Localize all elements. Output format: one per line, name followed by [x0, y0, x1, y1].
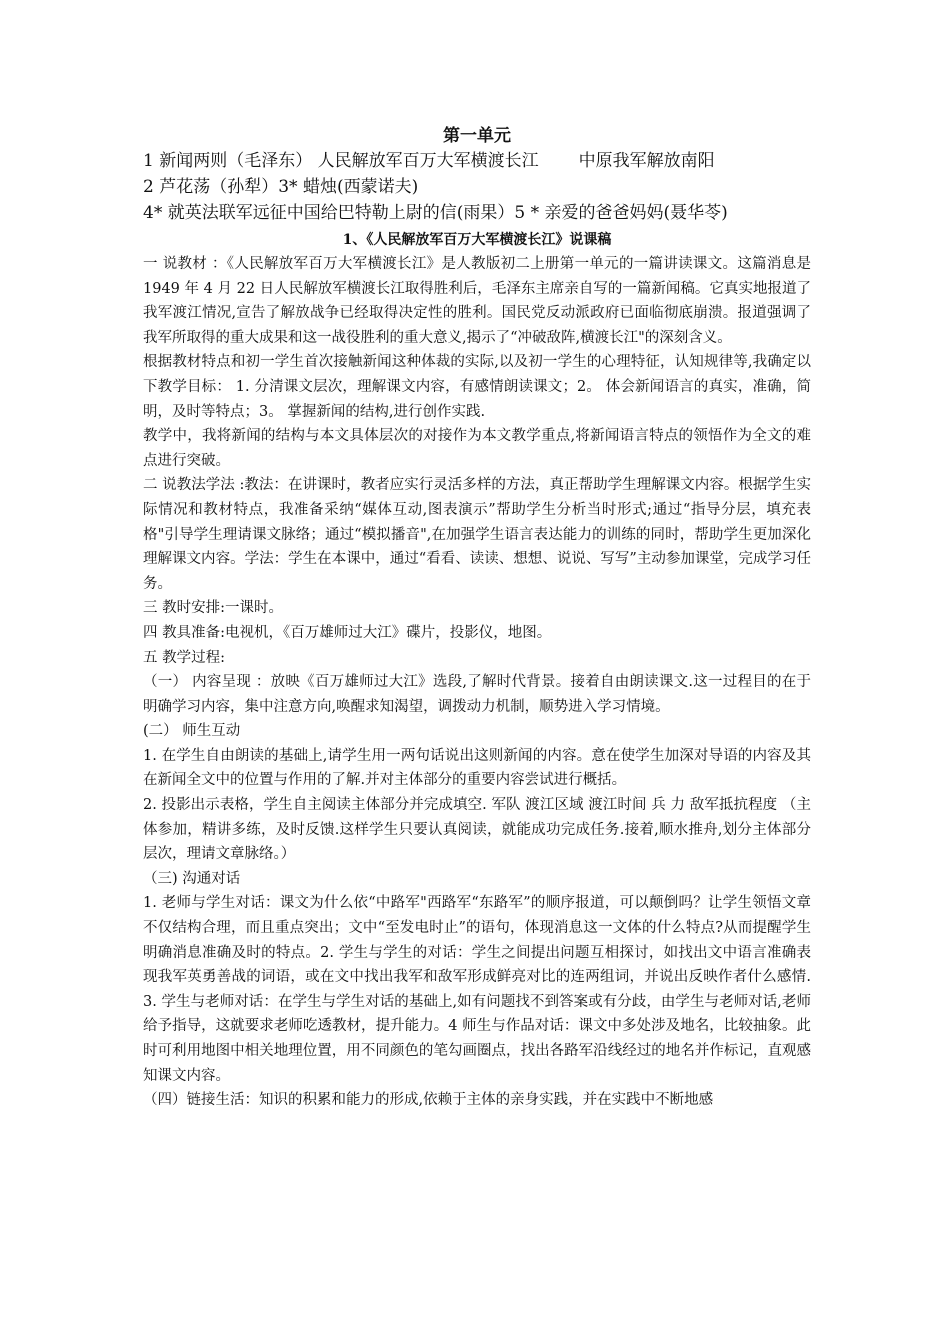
paragraph: （三) 沟通对话: [143, 870, 241, 887]
lesson-text: [143, 252, 811, 1113]
paragraph: 四 教具准备:电视机，《百万雄师过大江》碟片，投影仪，地图。: [143, 624, 552, 641]
lesson-title: 1、《人民解放军百万大军横渡长江》说课稿: [342, 232, 612, 248]
paragraph: 1. 在学生自由朗读的基础上,请学生用一两句话说出这则新闻的内容。意在使学生加深对导语的内容及其在新闻全文中的位置与作用的了解.并对主体部分的重要内容尝试进行概括。: [143, 747, 811, 789]
unit-title: 第一单元: [443, 126, 511, 146]
paragraph: 2. 投影出示表格，学生自主阅读主体部分并完成填空. 军队 渡江区域 渡江时间 兵 力 敌军抵抗程度 （主体参加，精讲多练，及时反馈.这样学生只要认真阅读，就能成功完成任务.接着,顺水推舟,划分主体部分层次，理请文章脉络。）: [143, 797, 811, 863]
paragraph: 五 教学过程:: [143, 649, 225, 666]
paragraph: 教学中，我将新闻的结构与本文具体层次的对接作为本文教学重点,将新闻语言特点的领悟作为全文的难点进行突破。: [143, 428, 811, 469]
paragraph: （一） 内容呈现 ：放映《百万雄师过大江》选段,了解时代背景。接着自由朗读课文.这一过程目的在于明确学习内容，集中注意方向,唤醒求知渴望，调拨动力机制，顺势进入学习情境。: [143, 674, 811, 715]
paragraph: （四）链接生活：知识的积累和能力的形成,依赖于主体的亲身实践，并在实践中不断地感: [143, 1092, 714, 1109]
table-of-contents: [143, 148, 811, 226]
paragraph: 1. 老师与学生对话：课文为什么依“中路军"西路军“东路军”的顺序报道，可以颠倒吗？让学生领悟文章不仅结构合理，而且重点突出；文中“至发电时止”的语句，体现消息这一文体的什么特点?从而提醒学生明确消息准确及时的特点。2. 学生与学生的对话：学生之间提出问题互相探讨，如找出文中语言准确表现我军英勇善战的词语，或在文中找出我军和敌军形成鲜亮对比的连两组词，并说出反映作者什么感情.3. 学生与老师对话：在学生与学生对话的基础上,如有问题找不到答案或有分歧，由学生与老师对话,老师给予指导，这就要求老师吃透教材，提升能力。4 师生与作品对话：课文中多处涉及地名，比较抽象。此时可利用地图中相关地理位置，用不同颜色的笔勾画圈点，找出各路军沿线经过的地名并作标记，直观感知课文内容。: [143, 895, 811, 1084]
document-body: [143, 124, 811, 1113]
toc-line-2: 2 芦花荡（孙犁）3* 蜡烛(西蒙诺夫): [143, 177, 419, 197]
paragraph: 二 说教法学法 :教法：在讲课时，教者应实行灵活多样的方法，真正帮助学生理解课文内容。根据学生实际情况和教材特点，我准备采纳“媒体互动,图表演示”帮助学生分析当时形式;通过“指导分层，填充表格"引导学生理请课文脉络；通过“模拟播音",在加强学生语言表达能力的训练的同时，帮助学生更加深化理解课文内容。学法：学生在本课中，通过“看看、读读、想想、说说、写写”主动参加课堂，完成学习任务。: [143, 477, 811, 592]
paragraph: 根据教材特点和初一学生首次接触新闻这种体裁的实际,以及初一学生的心理特征，认知规律等,我确定以下教学目标： 1. 分清课文层次，理解课文内容，有感情朗读课文；2。 体会新闻语言的真实，准确，简明，及时等特点；3。 掌握新闻的结构,进行创作实践.: [143, 354, 811, 420]
paragraph: (二） 师生互动: [143, 723, 241, 740]
toc-line-1: [143, 148, 811, 174]
paragraph: 三 教时安排:一课时。: [143, 600, 283, 617]
toc-line-3: 4* 就英法联军远征中国给巴特勒上尉的信(雨果）5 * 亲爱的爸爸妈妈(聂华苓): [143, 203, 728, 223]
toc-line-1-part-a: 1 新闻两则（毛泽东） 人民解放军百万大军横渡长江: [143, 151, 539, 171]
toc-line-1-part-b: 中原我军解放南阳: [578, 151, 715, 171]
paragraph: 一 说教材 ：《人民解放军百万大军横渡长江》是人教版初二上册第一单元的一篇讲读课文。这篇消息是 1949 年 4 月 22 日人民解放军横渡长江取得胜利后，毛泽东主席亲自写的一篇新闻稿。它真实地报道了我军渡江情况,宣告了解放战争已经取得决定性的胜利。国民党反动派政府已面临彻底崩溃。报道强调了我军所取得的重大成果和这一战役胜利的重大意义,揭示了“冲破敌阵,横渡长江"的深刻含义。: [143, 256, 811, 346]
